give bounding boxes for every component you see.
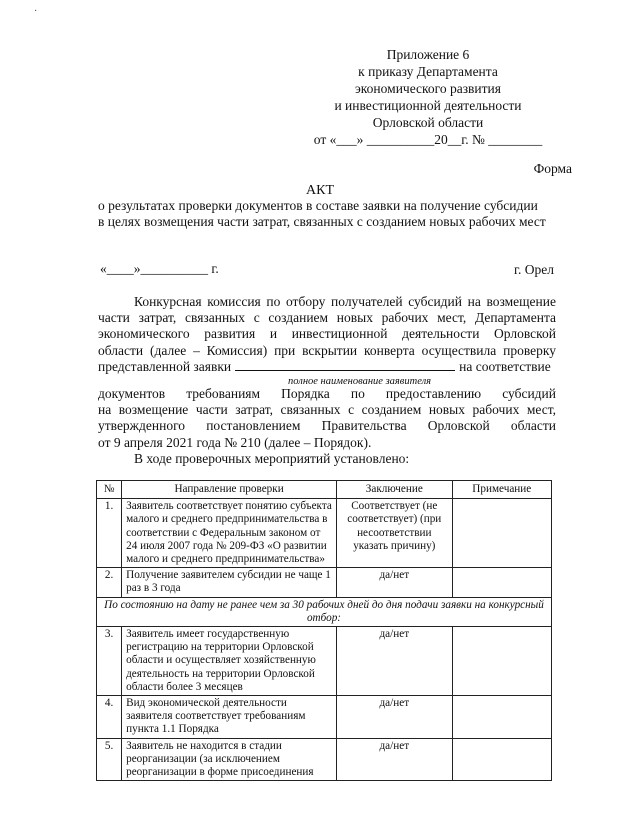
text-line: Конкурсная комиссия по отбору получателей субсидий на возмещение (134, 294, 556, 309)
row-note (452, 738, 551, 781)
paragraph-findings: В ходе проверочных мероприятий установлено: (134, 451, 410, 466)
applicant-name-blank (235, 359, 455, 371)
row-num: 5. (97, 738, 122, 781)
verification-table (96, 480, 552, 781)
row-conclusion: да/нет (337, 696, 453, 739)
table-row (97, 499, 552, 568)
row-num: 4. (97, 696, 122, 739)
city: г. Орел (514, 262, 554, 277)
text-line: документов требованиям Порядка по предоставлению субсидий (98, 386, 556, 401)
date-blank: «____»__________ г. (100, 261, 219, 276)
row-direction: Получение заявителем субсидии не чаще 1 раз в 3 года (122, 568, 337, 597)
table-row (97, 738, 552, 781)
span-row-text: По состоянию на дату не ранее чем за 30 рабочих дней до дня подачи заявки на конкурсный отбор: (97, 597, 552, 626)
text-line: утвержденного постановлением Правительства Орловской области (98, 418, 556, 434)
text-line: экономического развития и инвестиционной деятельности Орловской (98, 326, 556, 342)
appendix-header (308, 46, 548, 148)
table-row (97, 627, 552, 696)
applicant-caption: полное наименование заявителя (288, 376, 432, 387)
row-num: 3. (97, 627, 122, 696)
text-line (98, 359, 556, 375)
header-direction: Направление проверки (122, 481, 337, 499)
row-conclusion: да/нет (337, 738, 453, 781)
text-line: части затрат, связанных с созданием новых рабочих мест, Департамента (98, 310, 556, 326)
text-line: области (далее – Комиссия) при вскрытии конверта осуществила проверку (98, 342, 556, 358)
row-direction: Заявитель не находится в стадии реорганизации (за исключением реорганизации в форме присоединения (122, 738, 337, 781)
paragraph-commission (98, 294, 556, 375)
row-direction: Вид экономической деятельности заявителя соответствует требованиям пункта 1.1 Порядка (122, 696, 337, 739)
row-conclusion: Соответствует (не соответствует) (при несоответствии указать причину) (337, 499, 453, 568)
form-label: Форма (533, 161, 572, 176)
row-conclusion: да/нет (337, 568, 453, 597)
header-num: № (97, 481, 122, 499)
row-note (452, 499, 551, 568)
subtitle-line: в целях возмещения части затрат, связанных с созданием новых рабочих мест (98, 214, 546, 229)
text-fragment: на соответствие (459, 358, 551, 374)
row-num: 1. (97, 499, 122, 568)
header-conclusion: Заключение (337, 481, 453, 499)
text-line: на возмещение части затрат, связанных с созданием новых рабочих мест, (98, 402, 556, 418)
subtitle-line: о результатах проверки документов в составе заявки на получение субсидии (98, 198, 538, 213)
appendix-line: экономического развития (355, 81, 501, 96)
document-title: АКТ (306, 183, 334, 198)
appendix-line: к приказу Департамента (358, 64, 498, 79)
table-span-row (97, 597, 552, 626)
text-line: от 9 апреля 2021 года № 210 (далее – Порядок). (98, 434, 372, 450)
appendix-line: от «___» __________20__г. № ________ (313, 132, 543, 147)
row-direction: Заявитель имеет государственную регистрацию на территории Орловской области и осуществляет хозяйственную деятельность на территории Орловской области более 3 месяцев (122, 627, 337, 696)
paragraph-requirements (98, 386, 556, 451)
appendix-line: и инвестиционной деятельности (334, 98, 522, 113)
row-num: 2. (97, 568, 122, 597)
text-fragment: представленной заявки (98, 358, 232, 374)
document-subtitle (98, 198, 568, 230)
appendix-line: Орловской области (372, 115, 484, 130)
row-note (452, 568, 551, 597)
corner-mark: · (34, 6, 38, 17)
table-row (97, 696, 552, 739)
table-row (97, 568, 552, 597)
row-note (452, 627, 551, 696)
row-direction: Заявитель соответствует понятию субъекта малого и среднего предпринимательства в соответствии с Федеральным законом от 24 июля 2007 года № 209-ФЗ «О развитии малого и среднего предпринимательства» (122, 499, 337, 568)
row-note (452, 696, 551, 739)
table-header-row (97, 481, 552, 499)
row-conclusion: да/нет (337, 627, 453, 696)
header-note: Примечание (452, 481, 551, 499)
appendix-line: Приложение 6 (386, 47, 470, 62)
